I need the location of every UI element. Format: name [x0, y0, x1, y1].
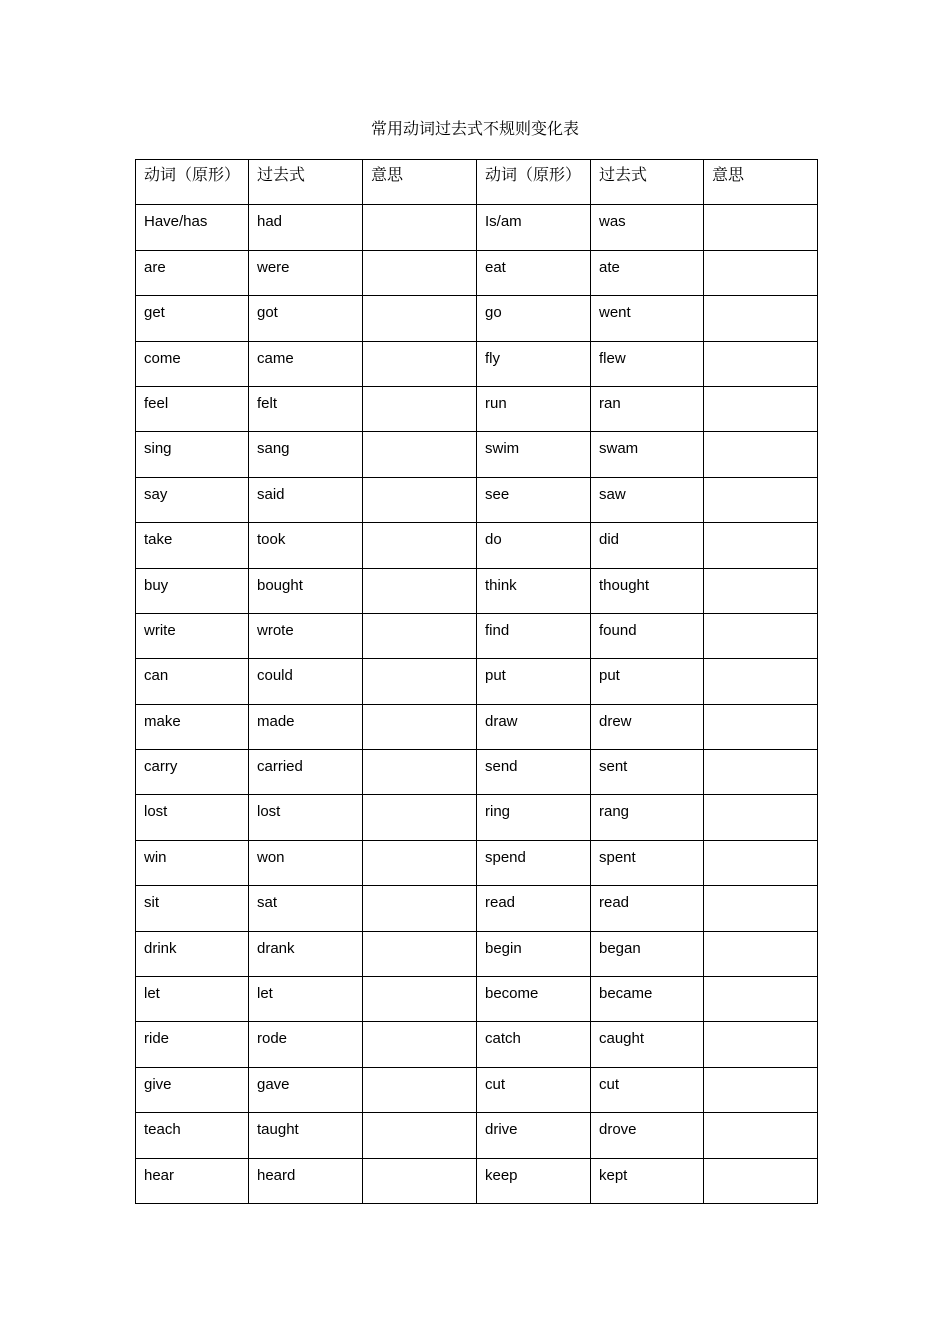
base-form-cell: run: [477, 386, 591, 431]
table-row: [136, 205, 818, 250]
meaning-cell: [363, 750, 477, 795]
base-form-cell: get: [136, 296, 249, 341]
past-tense-cell: thought: [591, 568, 704, 613]
base-form-cell: do: [477, 523, 591, 568]
past-tense-cell: did: [591, 523, 704, 568]
base-form-cell: catch: [477, 1022, 591, 1067]
base-form-cell: lost: [136, 795, 249, 840]
table-row: [136, 1158, 818, 1203]
base-form-cell: are: [136, 250, 249, 295]
meaning-cell: [363, 523, 477, 568]
meaning-cell: [704, 1022, 818, 1067]
base-form-cell: make: [136, 704, 249, 749]
base-form-cell: fly: [477, 341, 591, 386]
base-form-cell: Have/has: [136, 205, 249, 250]
table-row: [136, 386, 818, 431]
base-form-cell: sing: [136, 432, 249, 477]
table-row: [136, 1113, 818, 1158]
past-tense-cell: ate: [591, 250, 704, 295]
header-meaning: 意思: [363, 160, 477, 205]
header-base-form: 动词（原形）: [136, 160, 249, 205]
meaning-cell: [363, 931, 477, 976]
base-form-cell: take: [136, 523, 249, 568]
table-row: [136, 750, 818, 795]
base-form-cell: cut: [477, 1067, 591, 1112]
past-tense-cell: flew: [591, 341, 704, 386]
meaning-cell: [704, 296, 818, 341]
past-tense-cell: took: [249, 523, 363, 568]
table-row: [136, 1022, 818, 1067]
meaning-cell: [363, 477, 477, 522]
base-form-cell: buy: [136, 568, 249, 613]
past-tense-cell: found: [591, 613, 704, 658]
base-form-cell: give: [136, 1067, 249, 1112]
base-form-cell: keep: [477, 1158, 591, 1203]
table-row: [136, 704, 818, 749]
meaning-cell: [704, 568, 818, 613]
past-tense-cell: drank: [249, 931, 363, 976]
meaning-cell: [704, 750, 818, 795]
meaning-cell: [704, 1067, 818, 1112]
table-header-row: [136, 160, 818, 205]
past-tense-cell: won: [249, 840, 363, 885]
base-form-cell: draw: [477, 704, 591, 749]
past-tense-cell: rang: [591, 795, 704, 840]
meaning-cell: [363, 1113, 477, 1158]
base-form-cell: can: [136, 659, 249, 704]
past-tense-cell: ran: [591, 386, 704, 431]
past-tense-cell: had: [249, 205, 363, 250]
past-tense-cell: heard: [249, 1158, 363, 1203]
past-tense-cell: swam: [591, 432, 704, 477]
past-tense-cell: taught: [249, 1113, 363, 1158]
base-form-cell: let: [136, 977, 249, 1022]
past-tense-cell: saw: [591, 477, 704, 522]
meaning-cell: [363, 250, 477, 295]
meaning-cell: [363, 386, 477, 431]
table-row: [136, 613, 818, 658]
meaning-cell: [363, 704, 477, 749]
past-tense-cell: were: [249, 250, 363, 295]
meaning-cell: [363, 977, 477, 1022]
meaning-cell: [704, 886, 818, 931]
past-tense-cell: kept: [591, 1158, 704, 1203]
past-tense-cell: cut: [591, 1067, 704, 1112]
meaning-cell: [363, 568, 477, 613]
meaning-cell: [704, 1158, 818, 1203]
past-tense-cell: went: [591, 296, 704, 341]
meaning-cell: [363, 432, 477, 477]
header-past-tense: 过去式: [249, 160, 363, 205]
meaning-cell: [363, 840, 477, 885]
table-row: [136, 977, 818, 1022]
table-row: [136, 341, 818, 386]
meaning-cell: [704, 977, 818, 1022]
past-tense-cell: sang: [249, 432, 363, 477]
meaning-cell: [704, 795, 818, 840]
past-tense-cell: gave: [249, 1067, 363, 1112]
past-tense-cell: sent: [591, 750, 704, 795]
base-form-cell: begin: [477, 931, 591, 976]
past-tense-cell: got: [249, 296, 363, 341]
base-form-cell: carry: [136, 750, 249, 795]
base-form-cell: eat: [477, 250, 591, 295]
past-tense-cell: lost: [249, 795, 363, 840]
table-row: [136, 523, 818, 568]
base-form-cell: put: [477, 659, 591, 704]
past-tense-cell: wrote: [249, 613, 363, 658]
past-tense-cell: rode: [249, 1022, 363, 1067]
base-form-cell: drive: [477, 1113, 591, 1158]
base-form-cell: send: [477, 750, 591, 795]
meaning-cell: [704, 704, 818, 749]
meaning-cell: [704, 523, 818, 568]
past-tense-cell: said: [249, 477, 363, 522]
past-tense-cell: bought: [249, 568, 363, 613]
header-base-form: 动词（原形）: [477, 160, 591, 205]
past-tense-cell: made: [249, 704, 363, 749]
meaning-cell: [704, 477, 818, 522]
past-tense-cell: carried: [249, 750, 363, 795]
table-row: [136, 659, 818, 704]
table-row: [136, 1067, 818, 1112]
base-form-cell: teach: [136, 1113, 249, 1158]
meaning-cell: [363, 1158, 477, 1203]
base-form-cell: read: [477, 886, 591, 931]
base-form-cell: come: [136, 341, 249, 386]
meaning-cell: [704, 613, 818, 658]
meaning-cell: [363, 341, 477, 386]
past-tense-cell: drove: [591, 1113, 704, 1158]
past-tense-cell: could: [249, 659, 363, 704]
table-row: [136, 250, 818, 295]
meaning-cell: [363, 613, 477, 658]
base-form-cell: Is/am: [477, 205, 591, 250]
meaning-cell: [704, 840, 818, 885]
base-form-cell: drink: [136, 931, 249, 976]
meaning-cell: [363, 795, 477, 840]
table-row: [136, 296, 818, 341]
past-tense-cell: spent: [591, 840, 704, 885]
table-row: [136, 886, 818, 931]
meaning-cell: [704, 205, 818, 250]
meaning-cell: [363, 296, 477, 341]
past-tense-cell: came: [249, 341, 363, 386]
meaning-cell: [363, 1067, 477, 1112]
table-row: [136, 432, 818, 477]
base-form-cell: say: [136, 477, 249, 522]
past-tense-cell: read: [591, 886, 704, 931]
meaning-cell: [704, 931, 818, 976]
table-row: [136, 840, 818, 885]
past-tense-cell: put: [591, 659, 704, 704]
base-form-cell: sit: [136, 886, 249, 931]
base-form-cell: go: [477, 296, 591, 341]
base-form-cell: find: [477, 613, 591, 658]
base-form-cell: hear: [136, 1158, 249, 1203]
table-row: [136, 568, 818, 613]
meaning-cell: [704, 341, 818, 386]
past-tense-cell: felt: [249, 386, 363, 431]
table-body: [136, 205, 818, 1204]
meaning-cell: [363, 659, 477, 704]
past-tense-cell: was: [591, 205, 704, 250]
irregular-verb-table: [135, 159, 818, 1204]
base-form-cell: swim: [477, 432, 591, 477]
past-tense-cell: sat: [249, 886, 363, 931]
meaning-cell: [704, 659, 818, 704]
table-row: [136, 931, 818, 976]
base-form-cell: write: [136, 613, 249, 658]
meaning-cell: [363, 205, 477, 250]
base-form-cell: become: [477, 977, 591, 1022]
base-form-cell: see: [477, 477, 591, 522]
past-tense-cell: began: [591, 931, 704, 976]
meaning-cell: [704, 1113, 818, 1158]
base-form-cell: spend: [477, 840, 591, 885]
base-form-cell: win: [136, 840, 249, 885]
meaning-cell: [363, 886, 477, 931]
header-meaning: 意思: [704, 160, 818, 205]
base-form-cell: think: [477, 568, 591, 613]
meaning-cell: [363, 1022, 477, 1067]
meaning-cell: [704, 386, 818, 431]
header-past-tense: 过去式: [591, 160, 704, 205]
base-form-cell: ride: [136, 1022, 249, 1067]
page-title: 常用动词过去式不规则变化表: [370, 119, 579, 138]
past-tense-cell: caught: [591, 1022, 704, 1067]
table-row: [136, 477, 818, 522]
past-tense-cell: became: [591, 977, 704, 1022]
table-row: [136, 795, 818, 840]
meaning-cell: [704, 250, 818, 295]
base-form-cell: ring: [477, 795, 591, 840]
past-tense-cell: let: [249, 977, 363, 1022]
past-tense-cell: drew: [591, 704, 704, 749]
meaning-cell: [704, 432, 818, 477]
base-form-cell: feel: [136, 386, 249, 431]
